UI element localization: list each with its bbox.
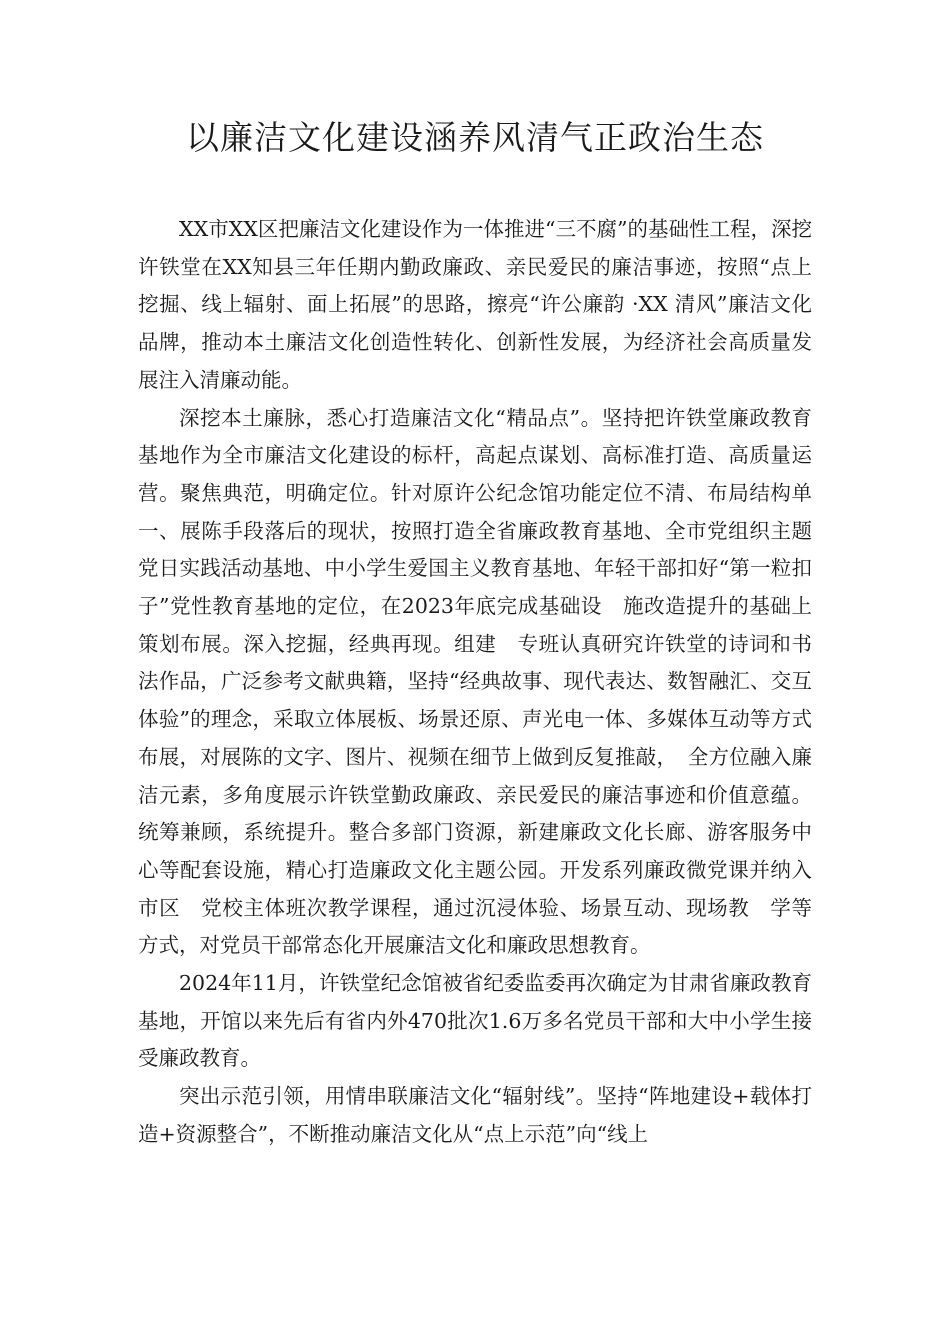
paragraph-intro: XX市XX区把廉洁文化建设作为一体推进“三不腐”的基础性工程，深挖许铁堂在XX知县三年任期内勤政廉政、亲民爱民的廉洁事迹，按照“点上挖掘、线上辐射、面上拓展”的思路，擦亮“许公廉韵 ·XX 清风”廉洁文化品牌，推动本土廉洁文化创造性转化、创新性发展，为经济社会高质量发展注入清廉动能。 — [138, 217, 812, 392]
paragraph-2024-result: 2024年11月，许铁堂纪念馆被省纪委监委再次确定为甘肃省廉政教育基地，开馆以来先后有省内外470批次1.6万多名党员干部和大中小学生接受廉政教育。 — [138, 971, 812, 1071]
document-body — [138, 211, 812, 1154]
document-title: 以廉洁文化建设涵养风清气正政治生态 — [186, 118, 764, 157]
paragraph-deep-dig: 深挖本土廉脉，悉心打造廉洁文化“精品点”。坚持把许铁堂廉政教育基地作为全市廉洁文化建设的标杆，高起点谋划、高标准打造、高质量运营。聚焦典范，明确定位。针对原许公纪念馆功能定位不清、布局结构单一、展陈手段落后的现状，按照打造全省廉政教育基地、全市党组织主题党日实践活动基地、中小学生爱国主义教育基地、年轻干部扣好“第一粒扣子”党性教育基地的定位，在2023年底完成基础设 施改造提升的基础上策划布展。深入挖掘，经典再现。组建 专班认真研究许铁堂的诗词和书法作品，广泛参考文献典籍，坚持“经典故事、现代表达、数智融汇、交互体验”的理念，采取立体展板、场景还原、声光电一体、多媒体互动等方式 布展，对展陈的文字、图片、视频在细节上做到反复推敲， 全方位融入廉洁元素，多角度展示许铁堂勤政廉政、亲民爱民的廉洁事迹和价值意蕴。统筹兼顾，系统提升。整合多部门资源，新建廉政文化长廊、游客服务中心等配套设施，精心打造廉政文化主题公园。开发系列廉政微党课并纳入市区 党校主体班次教学课程，通过沉浸体验、场景互动、现场教 学等方式，对党员干部常态化开展廉洁文化和廉政思想教育。 — [138, 405, 812, 958]
paragraph-demonstration: 突出示范引领，用情串联廉洁文化“辐射线”。坚持“阵地建设+载体打造+资源整合”，不断推动廉洁文化从“点上示范”向“线上 — [138, 1084, 812, 1146]
